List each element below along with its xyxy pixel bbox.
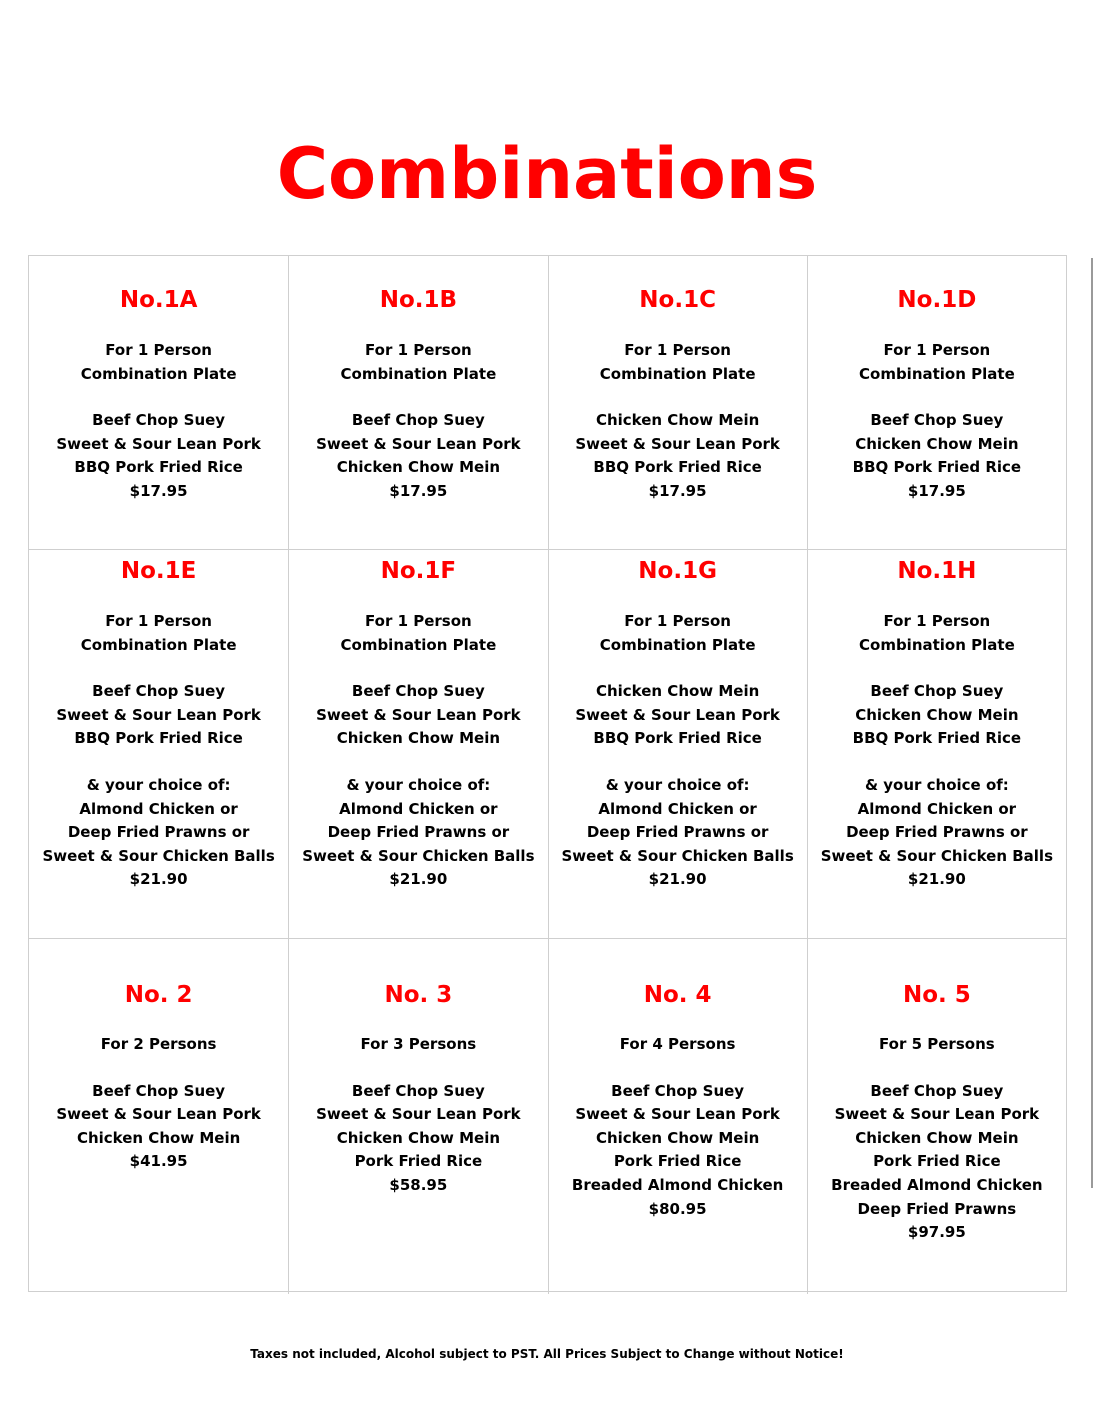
- combo-cell: [288, 550, 547, 939]
- combo-item: Pork Fried Rice: [613, 1152, 742, 1171]
- combo-item: Sweet & Sour Lean Pork: [316, 1105, 521, 1124]
- combo-item: Breaded Almond Chicken: [831, 1175, 1043, 1194]
- combo-item: Chicken Chow Mein: [855, 434, 1019, 453]
- choice-label: & your choice of:: [346, 775, 491, 794]
- combo-item: Sweet & Sour Lean Pork: [575, 1105, 780, 1124]
- combo-price: $17.95: [129, 481, 188, 500]
- spacer: [549, 1057, 807, 1080]
- spacer: [29, 1057, 288, 1080]
- combo-name: No. 2: [124, 982, 193, 1008]
- combo-price: $58.95: [389, 1175, 448, 1194]
- combo-plate-label: Combination Plate: [859, 635, 1015, 654]
- combo-price: $97.95: [907, 1223, 966, 1242]
- combo-serves: For 1 Person: [624, 612, 731, 630]
- choice-label: & your choice of:: [605, 775, 750, 794]
- combo-row: [29, 549, 1066, 939]
- choice-item: Deep Fried Prawns or: [327, 823, 510, 842]
- combo-item: Beef Chop Suey: [870, 682, 1004, 701]
- combo-item: Beef Chop Suey: [870, 1081, 1004, 1100]
- spacer: [808, 1057, 1066, 1080]
- combo-serves: For 5 Persons: [879, 1035, 995, 1053]
- combo-name: No.1B: [379, 287, 458, 313]
- combo-item: Sweet & Sour Lean Pork: [56, 434, 261, 453]
- combo-item: Chicken Chow Mein: [336, 1128, 501, 1147]
- combo-cell: [29, 256, 288, 549]
- combo-plate-label: Combination Plate: [599, 364, 756, 383]
- combo-item: Chicken Chow Mein: [336, 458, 501, 477]
- combo-serves: For 1 Person: [624, 341, 731, 359]
- spacer: [549, 386, 807, 409]
- combo-item: Sweet & Sour Lean Pork: [316, 434, 521, 453]
- combo-name: No.1E: [120, 558, 197, 584]
- combo-cell: [288, 256, 547, 549]
- combo-item: Chicken Chow Mein: [595, 682, 760, 701]
- combo-name: No.1F: [380, 558, 457, 584]
- combo-item: Sweet & Sour Lean Pork: [575, 434, 780, 453]
- combo-name: No.1A: [119, 287, 198, 313]
- combo-item: Sweet & Sour Lean Pork: [56, 705, 261, 724]
- combo-item: Beef Chop Suey: [870, 411, 1004, 430]
- combo-item: Pork Fried Rice: [873, 1152, 1001, 1171]
- combo-name: No. 3: [384, 982, 453, 1008]
- combo-cell: [29, 939, 288, 1294]
- spacer: [29, 657, 288, 680]
- combo-name: No. 5: [902, 982, 971, 1008]
- combo-serves: For 1 Person: [365, 341, 472, 359]
- combo-item: Chicken Chow Mein: [336, 729, 501, 748]
- combo-name: No.1H: [897, 558, 977, 584]
- choice-item: Sweet & Sour Chicken Balls: [820, 846, 1053, 865]
- combo-price: $17.95: [907, 481, 966, 500]
- combo-item: Sweet & Sour Lean Pork: [56, 1105, 261, 1124]
- combo-item: Sweet & Sour Lean Pork: [316, 705, 521, 724]
- combo-name: No.1C: [639, 287, 716, 313]
- combo-price: $21.90: [129, 870, 188, 889]
- combo-serves: For 4 Persons: [619, 1035, 736, 1053]
- choice-label: & your choice of:: [864, 775, 1009, 794]
- combo-item: BBQ Pork Fried Rice: [74, 458, 243, 477]
- combo-item: Beef Chop Suey: [92, 411, 226, 430]
- combo-item: Pork Fried Rice: [354, 1152, 483, 1171]
- combo-name: No. 4: [643, 982, 712, 1008]
- combo-item: Chicken Chow Mein: [855, 1128, 1019, 1147]
- combo-cell: [548, 256, 807, 549]
- spacer: [289, 657, 547, 680]
- combo-price: $80.95: [648, 1199, 707, 1218]
- choice-item: Almond Chicken or: [79, 799, 238, 818]
- combo-item: Sweet & Sour Lean Pork: [575, 705, 780, 724]
- combo-serves: For 1 Person: [105, 612, 212, 630]
- combo-plate-label: Combination Plate: [599, 635, 756, 654]
- combo-item: Beef Chop Suey: [611, 1081, 745, 1100]
- combo-item: Breaded Almond Chicken: [571, 1175, 784, 1194]
- spacer: [808, 657, 1066, 680]
- choice-item: Sweet & Sour Chicken Balls: [302, 846, 535, 865]
- combo-serves: For 1 Person: [883, 341, 991, 359]
- spacer: [808, 751, 1066, 774]
- combo-name: No.1D: [897, 287, 977, 313]
- spacer: [549, 657, 807, 680]
- combo-serves: For 1 Person: [365, 612, 472, 630]
- choice-item: Deep Fried Prawns or: [586, 823, 769, 842]
- combo-item: Sweet & Sour Lean Pork: [834, 1105, 1040, 1124]
- combo-plate-label: Combination Plate: [80, 364, 237, 383]
- spacer: [29, 386, 288, 409]
- combo-row: [29, 256, 1066, 549]
- combo-name: No.1G: [638, 558, 717, 584]
- page-edge-divider: [1091, 258, 1093, 1188]
- combo-price: $21.90: [907, 870, 966, 889]
- combo-row: [29, 938, 1066, 1294]
- combo-plate-label: Combination Plate: [340, 635, 497, 654]
- choice-label: & your choice of:: [86, 775, 231, 794]
- choice-item: Sweet & Sour Chicken Balls: [561, 846, 794, 865]
- combo-plate-label: Combination Plate: [859, 364, 1015, 383]
- choice-item: Deep Fried Prawns or: [67, 823, 250, 842]
- footer-note: Taxes not included, Alcohol subject to PST. All Prices Subject to Change without Notice!: [250, 1347, 844, 1361]
- combo-cell: [807, 550, 1066, 939]
- combo-cell: [548, 550, 807, 939]
- combo-item: BBQ Pork Fried Rice: [593, 458, 762, 477]
- combo-item: BBQ Pork Fried Rice: [593, 729, 762, 748]
- combo-plate-label: Combination Plate: [80, 635, 237, 654]
- combo-price: $21.90: [648, 870, 707, 889]
- combo-cell: [288, 939, 547, 1294]
- spacer: [289, 751, 547, 774]
- combo-item: Beef Chop Suey: [92, 1081, 226, 1100]
- combo-item: BBQ Pork Fried Rice: [852, 458, 1022, 477]
- combo-item: Beef Chop Suey: [351, 682, 485, 701]
- combo-price: $17.95: [389, 481, 448, 500]
- choice-item: Almond Chicken or: [857, 799, 1017, 818]
- combo-item: Beef Chop Suey: [351, 1081, 485, 1100]
- combo-price: $41.95: [129, 1152, 188, 1171]
- combo-item: Beef Chop Suey: [92, 682, 226, 701]
- spacer: [289, 386, 547, 409]
- combo-item: Chicken Chow Mein: [855, 705, 1019, 724]
- combo-item: Deep Fried Prawns: [857, 1199, 1017, 1218]
- choice-item: Sweet & Sour Chicken Balls: [42, 846, 275, 865]
- combo-serves: For 3 Persons: [360, 1035, 477, 1053]
- combo-item: Chicken Chow Mein: [595, 1128, 760, 1147]
- combo-price: $21.90: [389, 870, 448, 889]
- combo-price: $17.95: [648, 481, 707, 500]
- combo-item: BBQ Pork Fried Rice: [74, 729, 243, 748]
- combo-cell: [29, 550, 288, 939]
- combo-serves: For 1 Person: [883, 612, 991, 630]
- combo-item: Chicken Chow Mein: [76, 1128, 241, 1147]
- combo-cell: [807, 256, 1066, 549]
- combinations-grid: [28, 255, 1067, 1292]
- combo-plate-label: Combination Plate: [340, 364, 497, 383]
- combo-item: Beef Chop Suey: [351, 411, 485, 430]
- combo-item: BBQ Pork Fried Rice: [852, 729, 1022, 748]
- choice-item: Almond Chicken or: [598, 799, 757, 818]
- combo-serves: For 2 Persons: [100, 1035, 217, 1053]
- choice-item: Almond Chicken or: [339, 799, 498, 818]
- combo-cell: [807, 939, 1066, 1294]
- spacer: [549, 751, 807, 774]
- spacer: [289, 1057, 547, 1080]
- page-title: Combinations: [276, 132, 818, 215]
- spacer: [808, 386, 1066, 409]
- combo-cell: [548, 939, 807, 1294]
- combo-serves: For 1 Person: [105, 341, 212, 359]
- combo-item: Chicken Chow Mein: [595, 411, 760, 430]
- spacer: [29, 751, 288, 774]
- choice-item: Deep Fried Prawns or: [846, 823, 1028, 842]
